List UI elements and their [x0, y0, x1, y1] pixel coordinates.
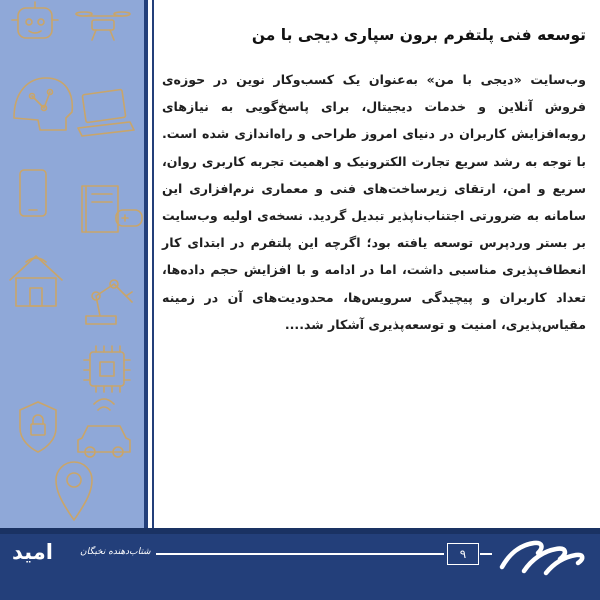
article-title: توسعه فنی پلتفرم برون سپاری دیجی با من — [251, 26, 586, 44]
decorative-sidebar — [0, 0, 144, 528]
robot-icon — [12, 2, 58, 38]
page-number-rule — [156, 553, 444, 555]
drone-icon — [76, 12, 130, 40]
brand-logo-icon — [494, 533, 590, 579]
laptop-icon — [78, 89, 134, 136]
gamepad-icon — [116, 210, 142, 226]
smart-home-icon — [10, 256, 62, 306]
connected-car-icon — [78, 399, 130, 457]
lock-icon — [20, 402, 56, 452]
article-panel — [156, 0, 600, 528]
page-number-rule-right — [480, 553, 492, 555]
brand-tagline: شتاب‌دهنده نخبگان — [80, 547, 151, 557]
book-icon — [82, 186, 118, 232]
page-number: ۹ — [447, 543, 479, 565]
smartphone-icon — [20, 170, 46, 216]
robot-arm-icon — [86, 280, 132, 324]
location-pin-icon — [56, 462, 92, 520]
sidebar-divider-thin — [152, 0, 154, 528]
article-body: وب‌سایت «دیجی با من» به‌عنوان یک کسب‌وکار نوین در حوزه‌ی فروش آنلاین و خدمات دیجیتال، برای پاسخ‌گویی به نیازهای روبه‌افزایش کاربران در دنیای امروز طراحی و راه‌اندازی شده است. با توجه به رشد سریع تجارت الکترونیک و اهمیت تجربه کاربری روان، سریع و امن، ارتقای زیرساخت‌های فنی و معماری نرم‌افزاری این سامانه به ضرورتی اجتناب‌ناپذیر تبدیل گردید. نسخه‌ی اولیه وب‌سایت بر بستر وردپرس توسعه یافته بود؛ اگرچه این پلتفرم در ابتدای کار انعطاف‌پذیری مناسبی داشت، اما در ادامه و با افزایش حجم داده‌ها، تعداد کاربران و پیچیدگی سرویس‌ها، محدودیت‌های آن در زمینه مقیاس‌پذیری، امنیت و توسعه‌پذیری آشکار شد.... — [162, 72, 586, 332]
chip-icon — [84, 346, 130, 392]
circuit-icon — [14, 78, 72, 130]
brand-name: امید — [12, 540, 53, 564]
sidebar-divider — [144, 0, 148, 528]
